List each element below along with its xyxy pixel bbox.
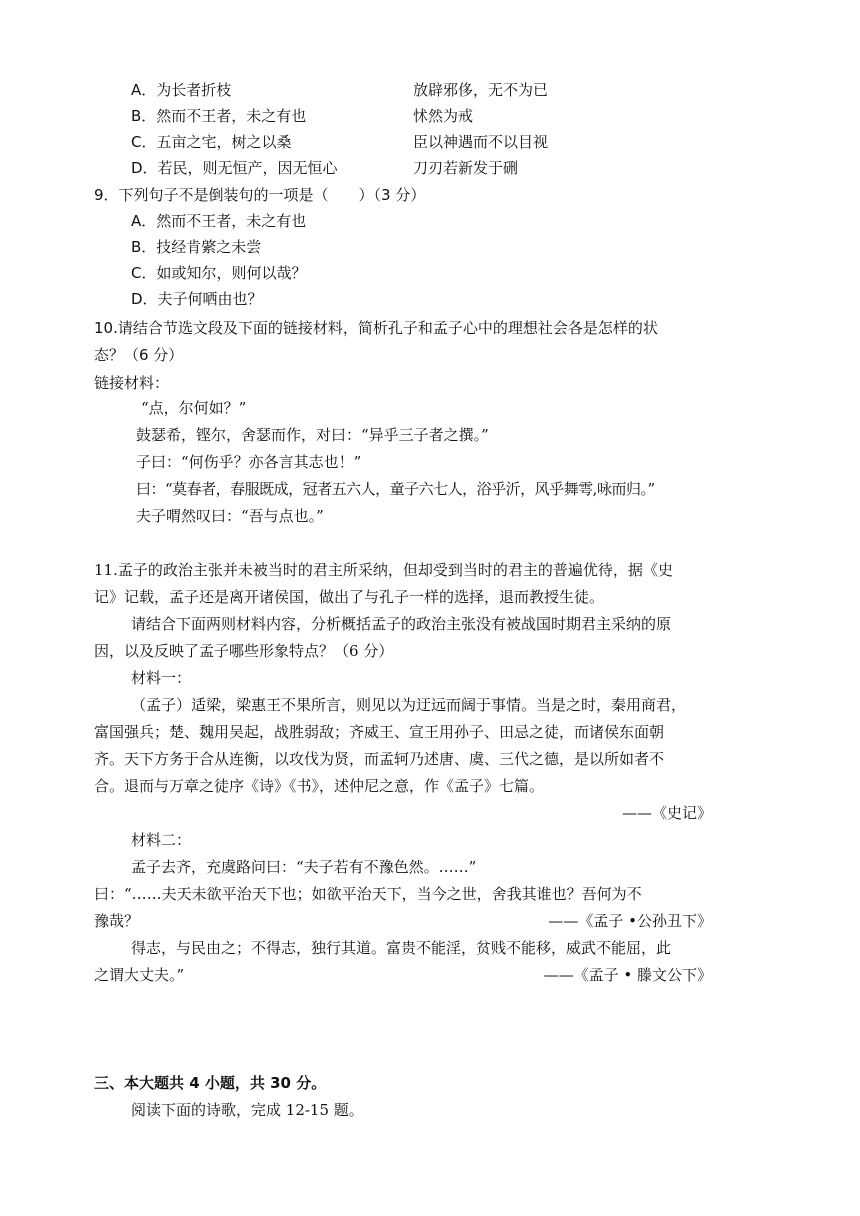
q8-option-a-right: 放辟邪侈，无不为已 [413,81,549,99]
q11-material1-line2: 富国强兵；楚、魏用吴起，战胜弱敌；齐威王、宣王用孙子、田忌之徒，而诸侯东面朝 [94,723,665,741]
q8-option-b-right: 怵然为戒 [413,107,474,125]
q11-material2-line3: 豫哉？ [94,912,140,930]
section3-instruction: 阅读下面的诗歌，完成 12-15 题。 [131,1101,364,1119]
q11-task-line2: 因，以及反映了孟子哪些形象特点？（6 分） [94,642,394,660]
q10-stem-line2: 态？（6 分） [94,346,184,364]
q10-material-line2: 鼓瑟希，铿尔，舍瑟而作，对曰：“异乎三子者之撰。” [136,426,489,444]
q8-option-d-left: D．若民，则无恒产，因无恒心 [131,159,338,177]
q10-material-line4: 曰：“莫春者，春服既成，冠者五六人，童子六七人，浴乎沂，风乎舞雩,咏而归。” [136,480,655,498]
q11-material2-source1: ——《孟子 •公孙丑下》 [548,912,712,930]
q9-stem: 9．下列句子不是倒装句的一项是（ ）（3 分） [94,186,426,204]
section3-heading: 三、本大题共 4 小题，共 30 分。 [94,1074,327,1092]
q10-material-line1: “点，尔何如？” [141,399,247,417]
q11-material2-label: 材料二： [131,831,192,849]
q10-material-line5: 夫子喟然叹曰：“吾与点也。” [136,507,324,525]
q11-material2-line5: 之谓大丈夫。” [94,966,185,984]
q8-option-c-right: 臣以神遇而不以目视 [413,133,549,151]
q11-material1-label: 材料一： [131,669,192,687]
q9-option-b: B．技经肯綮之未尝 [131,238,262,256]
q9-option-a: A．然而不王者，未之有也 [131,212,307,230]
q10-material-line3: 子曰：“何伤乎？亦各言其志也！” [136,453,362,471]
q10-material-label: 链接材料： [94,374,170,392]
q11-material1-line3: 齐。天下方务于合从连衡，以攻伐为贤，而孟轲乃述唐、虞、三代之德，是以所如者不 [94,750,665,768]
q11-material2-source2: ——《孟子 • 滕文公下》 [543,966,712,984]
q8-option-b-left: B．然而不王者，未之有也 [131,107,307,125]
q11-material1-line1: （孟子）适梁，梁惠王不果所言，则见以为迂远而阔于事情。当是之时，秦用商君， [131,696,687,714]
q9-option-c: C．如或知尔，则何以哉？ [131,264,307,282]
q8-option-c-left: C．五亩之宅，树之以桑 [131,133,292,151]
q11-stem-line1: 11.孟子的政治主张并未被当时的君主所采纳，但却受到当时的君主的普遍优待，据《史 [94,561,673,579]
q9-option-d: D．夫子何哂由也？ [131,290,263,308]
q11-material2-line4: 得志，与民由之；不得志，独行其道。富贵不能淫，贫贱不能移，威武不能屈，此 [131,939,672,957]
q11-material2-line1: 孟子去齐，充虞路问曰：“夫子若有不豫色然。……” [131,858,477,876]
q11-material1-line4: 合。退而与万章之徒序《诗》《书》，述仲尼之意，作《孟子》七篇。 [94,777,545,795]
q10-stem-line1: 10.请结合节选文段及下面的链接材料，简析孔子和孟子心中的理想社会各是怎样的状 [94,319,658,337]
q11-material1-source: ——《史记》 [621,804,712,822]
q11-stem-line2: 记》记载，孟子还是离开诸侯国，做出了与孔子一样的选择，退而教授生徒。 [94,588,605,606]
q11-material2-line2: 曰：“……夫天未欲平治天下也；如欲平治天下，当今之世，舍我其谁也？吾何为不 [94,885,642,903]
q8-option-d-right: 刀刃若新发于硎 [413,159,519,177]
q8-option-a-left: A．为长者折枝 [131,81,232,99]
q11-task-line1: 请结合下面两则材料内容，分析概括孟子的政治主张没有被战国时期君主采纳的原 [131,615,672,633]
